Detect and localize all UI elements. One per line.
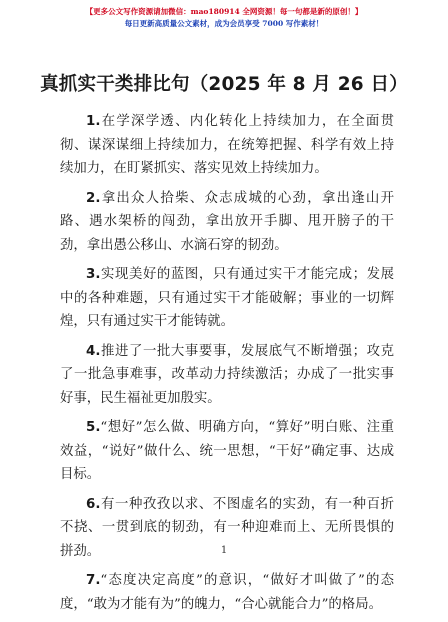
paragraph-text: “态度决定高度”的意识，“做好才叫做了”的态度，“敢为才能有为”的魄力，“合心就能合力”的格局。 [60,573,394,612]
promo-banner-line2: 每日更新高质量公文素材，成为会员享受 7000 写作素材！ [124,19,324,28]
paragraph-number: 2. [86,190,101,206]
paragraph-text: 在学深学透、内化转化上持续加力，在全面贯彻、谋深谋细上持续加力，在统筹把握、科学有效上持续加力，在盯紧抓实、落实见效上持续加力。 [60,114,394,176]
paragraph-3 [60,263,394,334]
document-title: 真抓实干类排比句（2025 年 8 月 26 日） [40,74,408,95]
paragraph-number: 5. [86,420,101,435]
promo-banner-line1: 【更多公文写作资源请加微信：mao180914 全网资源！每一句都是新的原创！】 [85,7,363,16]
paragraph-text: 推进了一批大事要事，发展底气不断增强；攻克了一批急事难事，改革动力持续激活；办成了一批实事好事，民生福祉更加殷实。 [60,343,394,406]
page-number: 1 [220,545,228,556]
paragraph-text: 拿出众人拾柴、众志成城的心劲，拿出逢山开路、遇水架桥的闯劲，拿出放开手脚、甩开膀子的干劲，拿出愚公移山、水滴石穿的韧劲。 [60,190,394,253]
paragraph-5 [60,416,394,487]
paragraph-number: 1. [86,114,101,129]
paragraph-number: 3. [86,267,101,282]
paragraph-text: “想好”怎么做、明确方向，“算好”明白账、注重效益，“说好”做什么、统一思想，“干好”确定事、达成目标。 [60,420,394,482]
paragraph-7 [60,569,394,616]
paragraph-1 [60,110,394,181]
paragraph-text: 有一种孜孜以求、不图虚名的实劲，有一种百折不挠、一贯到底的韧劲，有一种迎难而上、无所畏惧的拼劲。 [60,496,394,559]
paragraph-number: 4. [86,343,101,359]
paragraph-4 [60,340,394,411]
paragraph-number: 6. [86,496,101,512]
paragraph-text: 实现美好的蓝图，只有通过实干才能完成；发展中的各种难题，只有通过实干才能破解；事业的一切辉煌，只有通过实干才能铸就。 [60,267,394,329]
paragraph-number: 7. [86,573,101,588]
paragraph-2 [60,187,394,258]
